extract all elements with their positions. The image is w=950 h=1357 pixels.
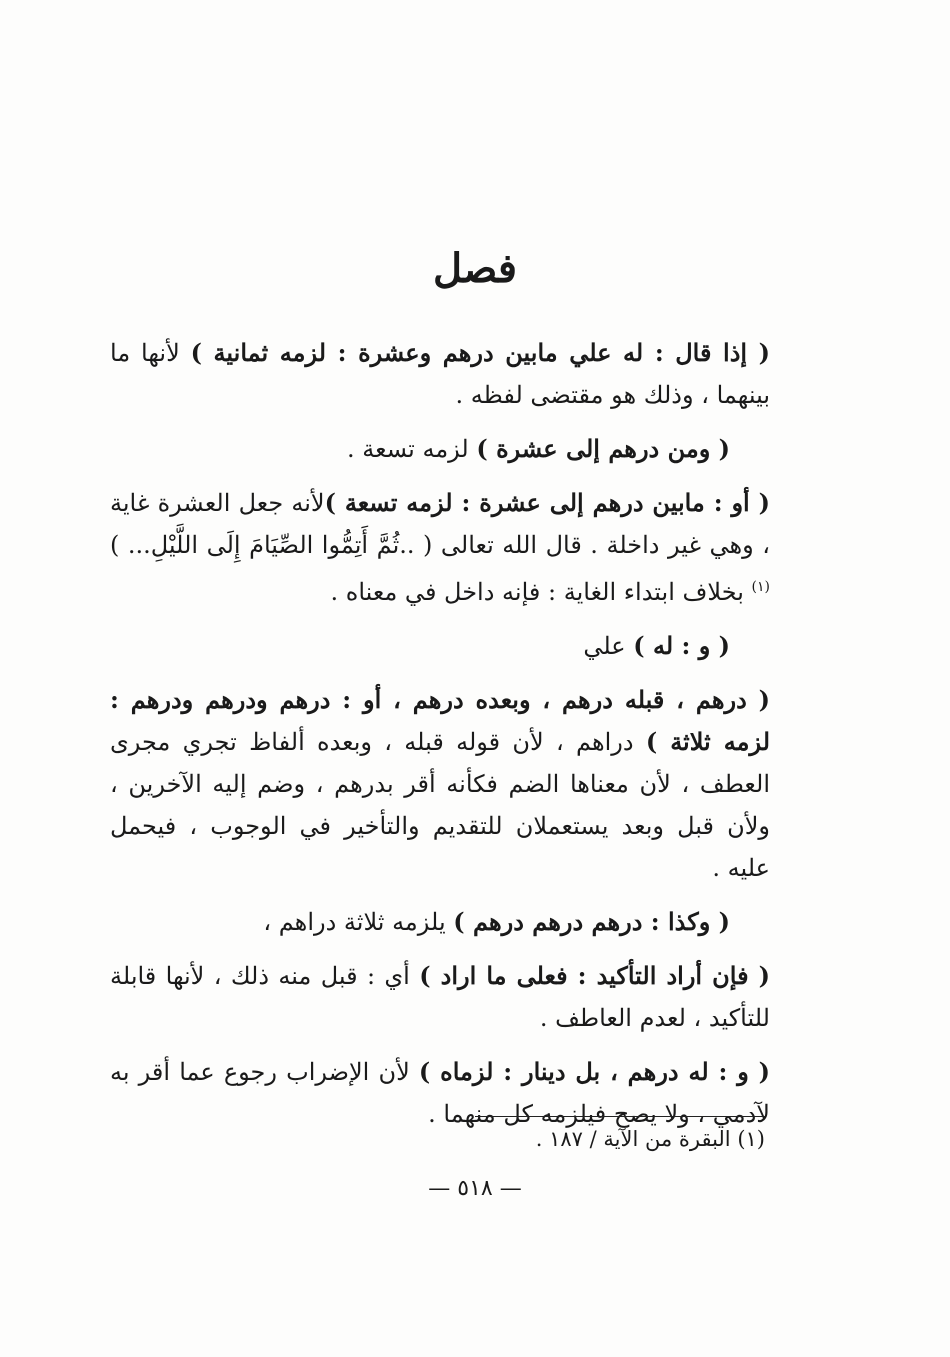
paragraph-8-text: لأن الإضراب رجوع عما أقر به لآدمي ، ولا يصح فيلزمه كل منهما . bbox=[110, 1058, 770, 1128]
footnote-separator bbox=[475, 1116, 765, 1117]
paragraph-5-bold: ( درهم ، قبله درهم ، وبعده درهم ، أو : درهم ودرهم ودرهم : لزمه ثلاثة ) bbox=[110, 685, 771, 756]
body-text bbox=[110, 332, 770, 1147]
paragraph-1-bold: ( إذا قال : له علي مابين درهم وعشرة : لزمه ثمانية ) bbox=[190, 338, 771, 367]
paragraph-7 bbox=[110, 955, 770, 1039]
paragraph-3-text-after: بخلاف ابتداء الغاية : فإنه داخل في معناه . bbox=[330, 578, 752, 606]
paragraph-3 bbox=[110, 482, 770, 613]
paragraph-6 bbox=[110, 901, 770, 943]
paragraph-4 bbox=[110, 625, 770, 667]
paragraph-7-bold: ( فإن أراد التأكيد : فعلى ما اراد ) bbox=[419, 961, 770, 990]
footnote: (١) البقرة من الآية / ١٨٧ . bbox=[535, 1127, 765, 1151]
paragraph-7-text: أي : قبل منه ذلك ، لأنها قابلة للتأكيد ، لعدم العاطف . bbox=[110, 962, 770, 1032]
paragraph-3-text: لأنه جعل العشرة غاية ، وهي غير داخلة . قال الله تعالى ( ..ثُمَّ أَتِمُّوا الصِّيَامَ إِلَى اللَّيْلِ... ) bbox=[110, 489, 770, 559]
paragraph-4-text: علي bbox=[583, 632, 634, 660]
paragraph-8-bold: ( و : له درهم ، بل دينار : لزماه ) bbox=[418, 1057, 771, 1086]
paragraph-2-bold: ( ومن درهم إلى عشرة ) bbox=[476, 434, 730, 463]
paragraph-8 bbox=[110, 1051, 770, 1135]
page-number: — ٥١٨ — bbox=[428, 1176, 522, 1201]
paragraph-6-text: يلزمه ثلاثة دراهم ، bbox=[263, 908, 454, 936]
paragraph-5 bbox=[110, 679, 770, 889]
paragraph-4-bold: ( و : له ) bbox=[633, 631, 730, 660]
section-heading: فصل bbox=[432, 245, 518, 292]
paragraph-5-text: دراهم ، لأن قوله قبله ، وبعده ألفاظ تجري مجرى العطف ، لأن معناها الضم فكأنه أقر بدرهم ، وضم إليه الآخرين ، ولأن قبل وبعد يستعملان للتقديم والتأخير في الوجوب ، فيحمل عليه . bbox=[110, 728, 770, 882]
paragraph-3-bold: ( أو : مابين درهم إلى عشرة : لزمه تسعة ) bbox=[324, 488, 770, 517]
paragraph-2-text: لزمه تسعة . bbox=[347, 435, 477, 463]
paragraph-1 bbox=[110, 332, 770, 416]
paragraph-1-text: لأنها ما بينهما ، وذلك هو مقتضى لفظه . bbox=[110, 339, 770, 409]
footnote-marker: (١) bbox=[751, 579, 770, 595]
paragraph-2 bbox=[110, 428, 770, 470]
paragraph-6-bold: ( وكذا : درهم درهم درهم ) bbox=[453, 907, 730, 936]
